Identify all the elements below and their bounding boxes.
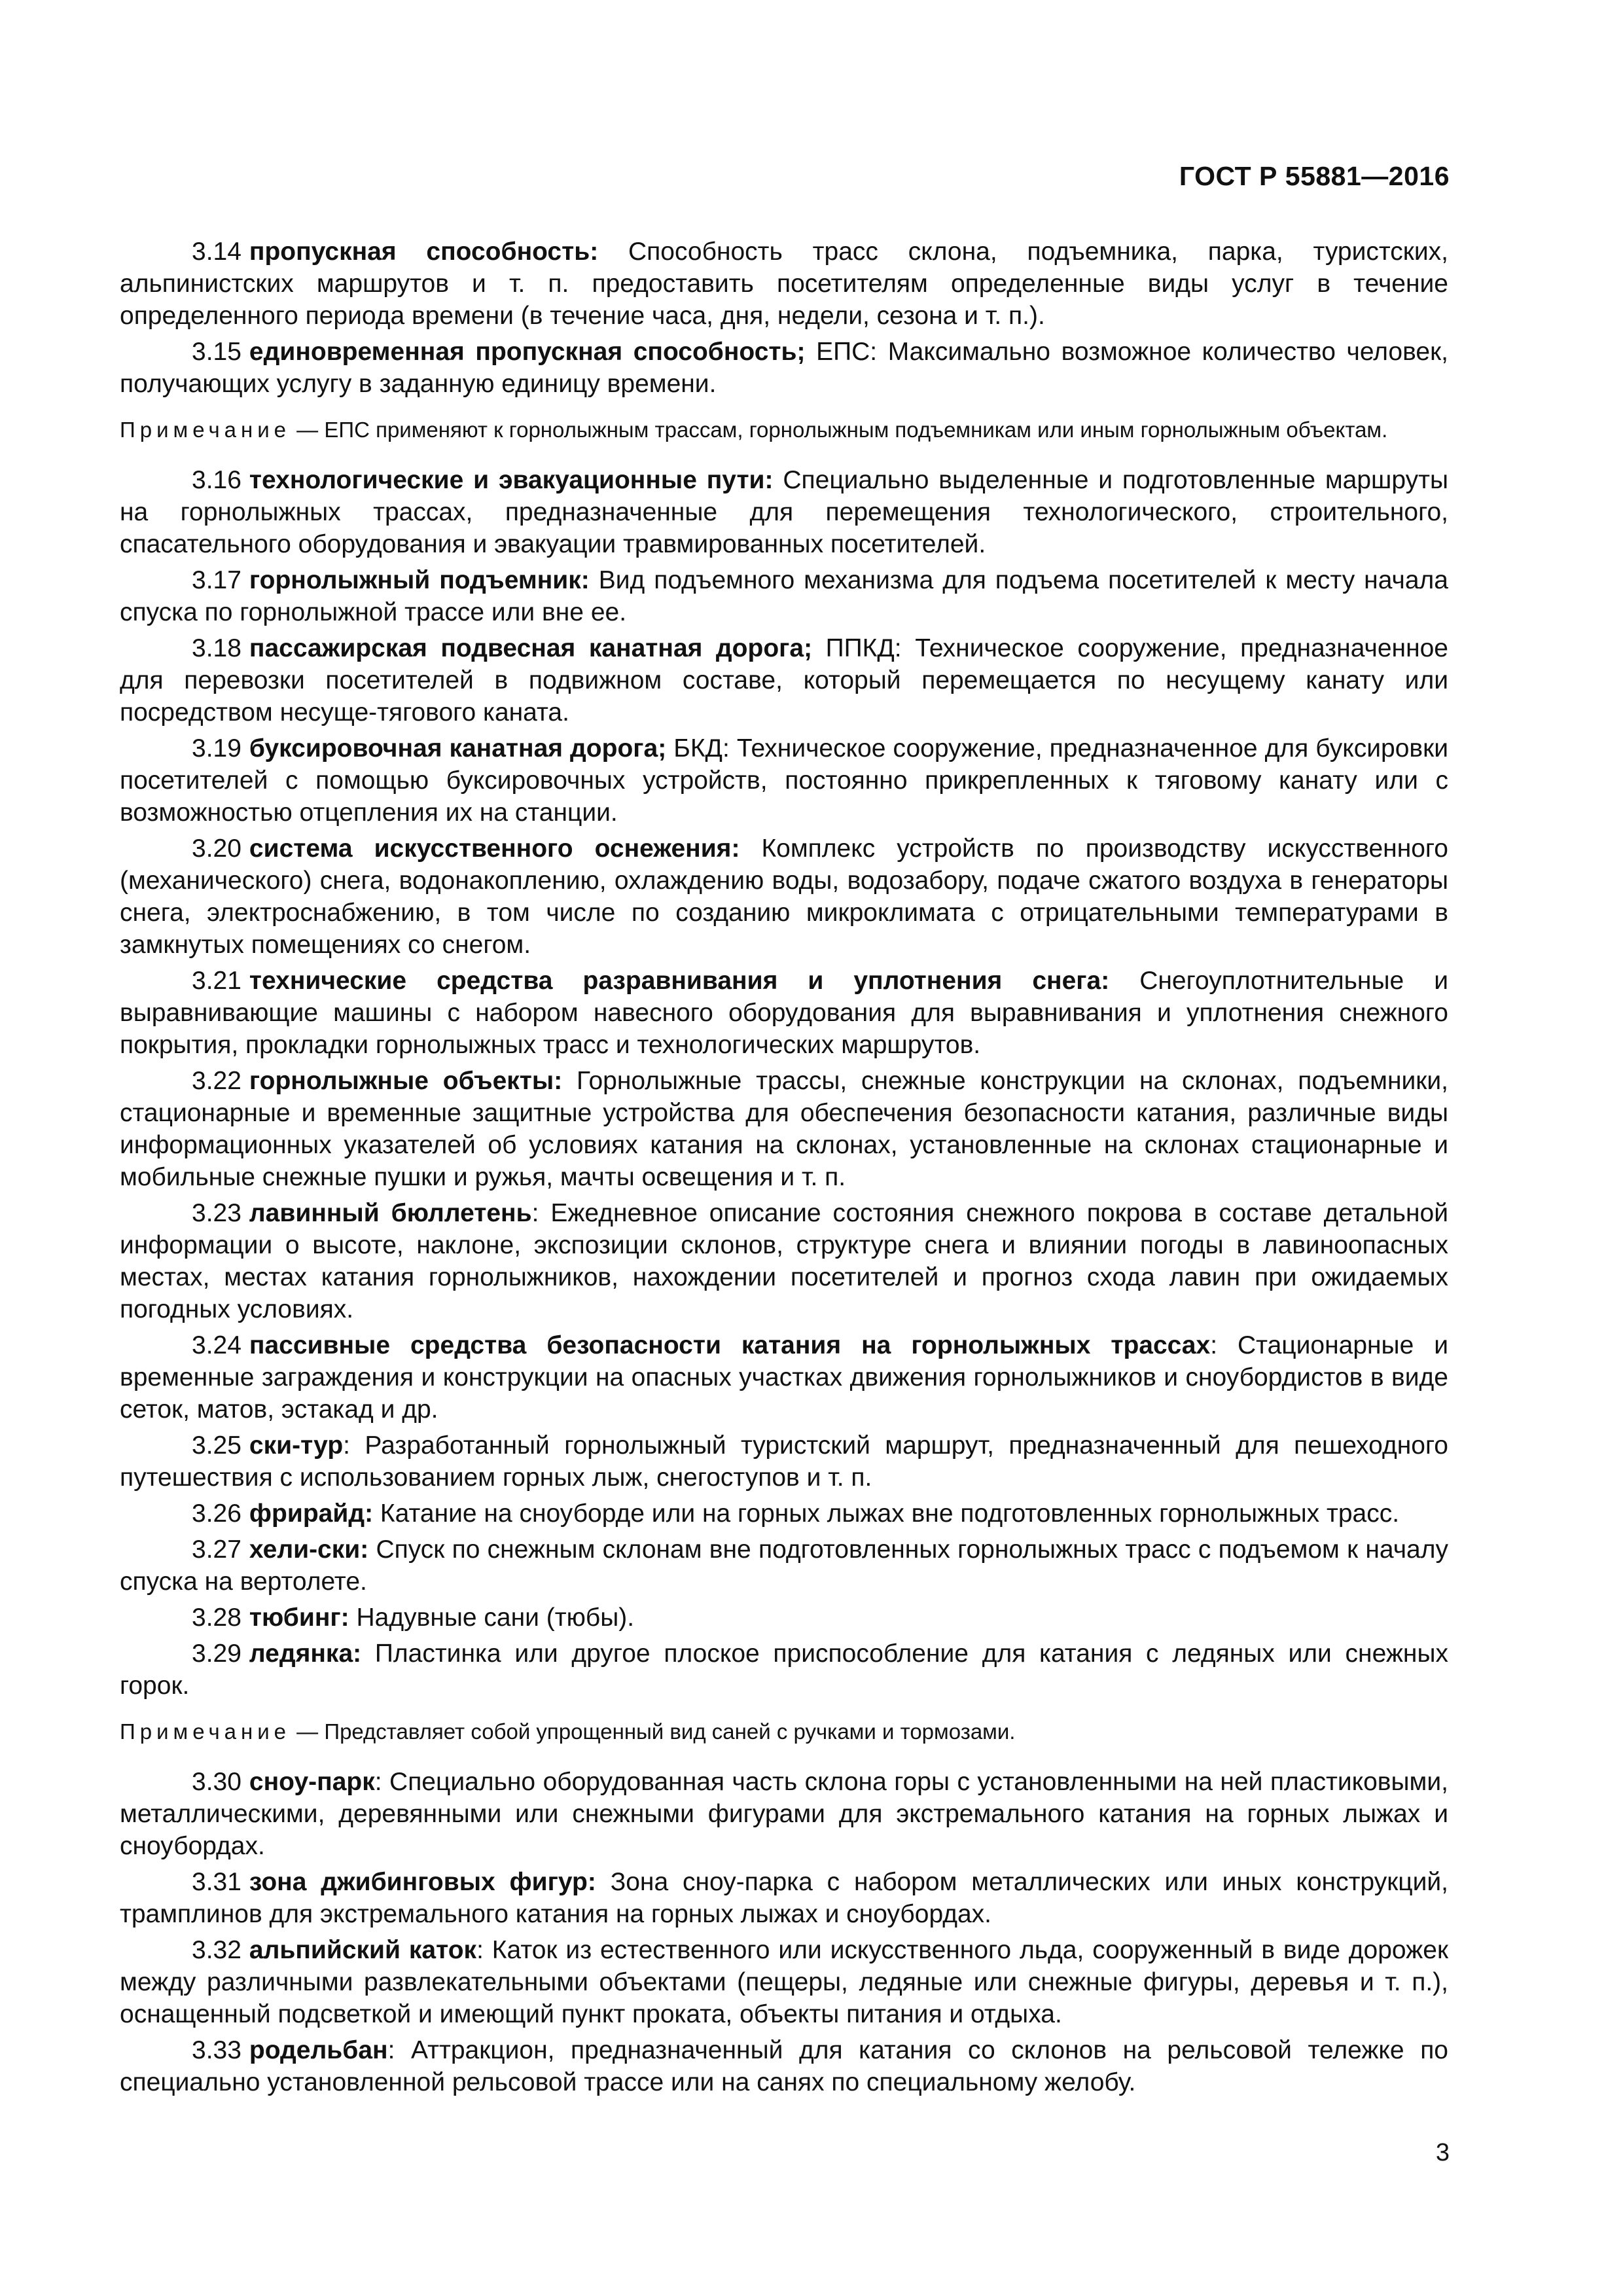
item-number: 3.15 — [192, 338, 241, 366]
definition-item — [120, 236, 1448, 332]
definition-item — [120, 1602, 1448, 1634]
item-text: Пластинка или другое плоское приспособление для катания с ледяных или снежных горок. — [120, 1640, 1448, 1700]
item-text: : Каток из естественного или искусственного льда, сооруженный в виде дорожек между различными развлекательными объектами (пещеры, ледяные или снежные фигуры, деревья и т. п.), оснащенный подсветкой и имеющий пункт проката, объекты питания и отдыха. — [120, 1936, 1449, 2028]
definition-item — [120, 1429, 1448, 1494]
item-term: лавинный бюллетень — [249, 1199, 532, 1227]
item-number: 3.26 — [192, 1499, 241, 1528]
item-number: 3.23 — [192, 1199, 241, 1227]
item-number: 3.19 — [192, 734, 241, 762]
definition-item — [120, 1534, 1448, 1598]
item-term: ски-тур — [249, 1431, 344, 1460]
item-number: 3.29 — [192, 1640, 241, 1668]
item-number: 3.25 — [192, 1431, 241, 1460]
document-body — [120, 236, 1448, 2102]
item-number: 3.17 — [192, 566, 241, 594]
definition-item — [120, 732, 1448, 829]
definition-item — [120, 1866, 1448, 1930]
item-text: : Аттракцион, предназначенный для катания со склонов на рельсовой тележке по специально установленной рельсовой трассе или на санях по специальному желобу. — [120, 2036, 1448, 2096]
item-number: 3.18 — [192, 634, 241, 662]
item-text: : Стационарные и временные заграждения и конструкции на опасных участках движения горнолыжников и сноубордистов в виде сеток, матов, эстакад и др. — [120, 1331, 1449, 1424]
item-text: ЕПС: Максимально возможное количество человек, получающих услугу в заданную единицу времени. — [120, 338, 1448, 398]
item-term: пассивные средства безопасности катания на горнолыжных трассах — [249, 1331, 1211, 1359]
definition-item — [120, 1498, 1448, 1530]
item-term: зона джибинговых фигур: — [249, 1868, 596, 1896]
item-text: ППКД: Техническое сооружение, предназначенное для перевозки посетителей в подвижном составе, который перемещается по несущему канату или посредством несуще-тягового каната. — [120, 634, 1448, 726]
item-text: Способность трасс склона, подъемника, парка, туристских, альпинистских маршрутов и т. п. предоставить посетителям определенные виды услуг в течение определенного периода времени (в течение часа, дня, недели, сезона и т. п.). — [120, 238, 1448, 330]
definition-item — [120, 1197, 1448, 1325]
item-text: Зона сноу-парка с набором металлических или иных конструкций, трамплинов для экстремального катания на горных лыжах и сноубордах. — [120, 1868, 1448, 1928]
item-term: родельбан — [249, 2036, 388, 2064]
item-text: Специально выделенные и подготовленные маршруты на горнолыжных трассах, предназначенные для перемещения технологического, строительного, спасательного оборудования и эвакуации травмированных посетителей. — [120, 466, 1448, 558]
definition-item — [120, 1329, 1448, 1426]
item-number: 3.20 — [192, 834, 241, 863]
item-number: 3.28 — [192, 1604, 241, 1632]
definition-item — [120, 336, 1448, 400]
item-number: 3.27 — [192, 1535, 241, 1564]
definition-item — [120, 2034, 1448, 2098]
item-number: 3.31 — [192, 1868, 241, 1896]
item-term: альпийский каток — [249, 1936, 477, 1964]
item-term: фрирайд: — [249, 1499, 374, 1528]
item-term: технические средства разравнивания и уплотнения снега: — [249, 967, 1110, 995]
note-label: Примечание — [120, 1719, 291, 1744]
item-number: 3.22 — [192, 1067, 241, 1095]
item-text: Горнолыжные трассы, снежные конструкции на склонах, подъемники, стационарные и временные защитные устройства для обеспечения безопасности катания, различные виды информационных указателей об условиях катания на склонах, установленные на склонах стационарные и мобильные снежные пушки и ружья, мачты освещения и т. п. — [120, 1067, 1448, 1191]
definition-item — [120, 632, 1448, 728]
item-term: система искусственного оснежения: — [249, 834, 740, 863]
item-text: Комплекс устройств по производству искусственного (механического) снега, водонакоплению, охлаждению воды, водозабору, подаче сжатого воздуха в генераторы снега, электроснабжению, в том числе по созданию микроклимата с отрицательными температурами в замкнутых помещениях со снегом. — [120, 834, 1448, 959]
definition-item — [120, 564, 1448, 628]
item-text: Спуск по снежным склонам вне подготовленных горнолыжных трасс с подъемом к началу спуска на вертолете. — [120, 1535, 1448, 1596]
item-term: пассажирская подвесная канатная дорога; — [249, 634, 813, 662]
page-number: 3 — [1435, 2139, 1450, 2166]
definition-item — [120, 1766, 1448, 1862]
item-term: буксировочная канатная дорога; — [249, 734, 667, 762]
item-term: горнолыжные объекты: — [249, 1067, 563, 1095]
document-header: ГОСТ Р 55881—2016 — [1179, 161, 1450, 191]
definition-item — [120, 464, 1448, 560]
item-term: технологические и эвакуационные пути: — [249, 466, 774, 494]
item-number: 3.14 — [192, 238, 241, 266]
note-label: Примечание — [120, 418, 291, 442]
item-text: : Ежедневное описание состояния снежного покрова в составе детальной информации о высоте, наклоне, экспозиции склонов, структуре снега и влиянии погоды в лавиноопасных местах, местах катания горнолыжников, нахождении посетителей и прогноз схода лавин при ожидаемых погодных условиях. — [120, 1199, 1449, 1323]
item-term: ледянка: — [249, 1640, 362, 1668]
item-term: горнолыжный подъемник: — [249, 566, 590, 594]
item-term: пропускная способность: — [249, 238, 599, 266]
item-text: Надувные сани (тюбы). — [349, 1604, 635, 1632]
item-number: 3.30 — [192, 1768, 241, 1796]
note — [120, 416, 1448, 444]
definition-item — [120, 1065, 1448, 1193]
note-text: — Представляет собой упрощенный вид саней с ручками и тормозами. — [291, 1719, 1016, 1744]
definition-item — [120, 1638, 1448, 1702]
item-number: 3.21 — [192, 967, 241, 995]
item-term: сноу-парк — [249, 1768, 375, 1796]
item-text: БКД: Техническое сооружение, предназначенное для буксировки посетителей с помощью буксировочных устройств, постоянно прикрепленных к тяговому канату или с возможностью отцепления их на станции. — [120, 734, 1448, 827]
item-text: Вид подъемного механизма для подъема посетителей к месту начала спуска по горнолыжной трассе или вне ее. — [120, 566, 1448, 626]
item-term: единовременная пропускная способность; — [249, 338, 806, 366]
item-term: хели-ски: — [249, 1535, 369, 1564]
item-text: Катание на сноуборде или на горных лыжах вне подготовленных горнолыжных трасс. — [373, 1499, 1400, 1528]
item-text: Снегоуплотнительные и выравнивающие машины с набором навесного оборудования для выравнивания и уплотнения снежного покрытия, прокладки горнолыжных трасс и технологических маршрутов. — [120, 967, 1448, 1059]
item-text: : Разработанный горнолыжный туристский маршрут, предназначенный для пешеходного путешествия с использованием горных лыж, снегоступов и т. п. — [120, 1431, 1448, 1492]
note — [120, 1717, 1448, 1746]
item-text: : Специально оборудованная часть склона горы с установленными на ней пластиковыми, металлическими, деревянными или снежными фигурами для экстремального катания на горных лыжах и сноубордах. — [120, 1768, 1448, 1860]
item-number: 3.16 — [192, 466, 241, 494]
definition-item — [120, 833, 1448, 961]
definition-item — [120, 965, 1448, 1061]
item-number: 3.33 — [192, 2036, 241, 2064]
item-term: тюбинг: — [249, 1604, 349, 1632]
item-number: 3.32 — [192, 1936, 241, 1964]
item-number: 3.24 — [192, 1331, 241, 1359]
note-text: — ЕПС применяют к горнолыжным трассам, горнолыжным подъемникам или иным горнолыжным объектам. — [291, 418, 1388, 442]
definition-item — [120, 1934, 1448, 2030]
